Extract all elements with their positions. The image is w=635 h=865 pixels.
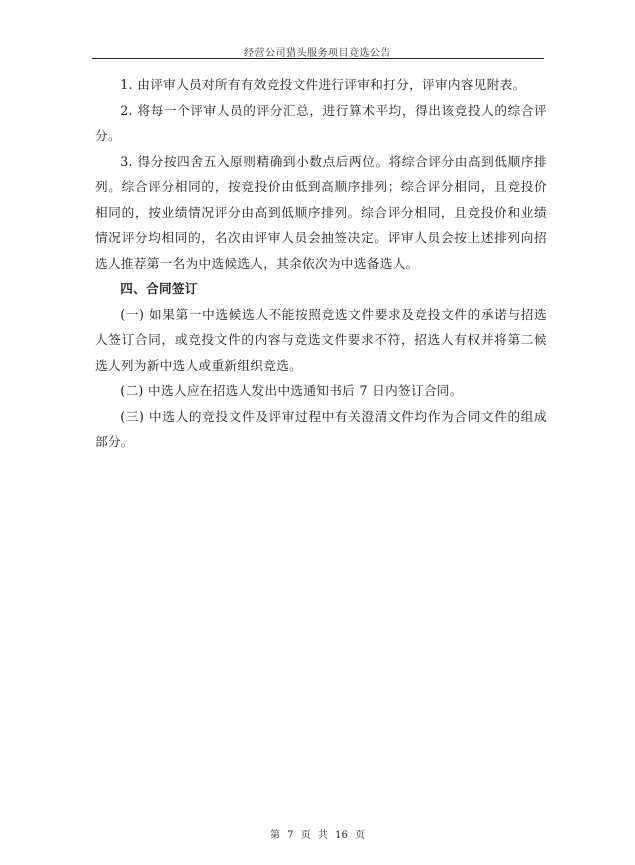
document-body — [95, 72, 547, 455]
paragraph-contract-clause-1: (一) 如果第一中选候选人不能按照竞选文件要求及竞投文件的承诺与招选人签订合同，或竞投文件的内容与竞选文件要求不符，招选人有权并将第二候选人列为新中选人或重新组织竞选。 — [95, 306, 547, 373]
running-header-title: 经营公司猎头服务项目竞选公告 — [244, 48, 391, 59]
paragraph-contract-clause-3: (三) 中选人的竞投文件及评审过程中有关澄清文件均作为合同文件的组成部分。 — [95, 408, 547, 449]
page-number-footer: 第 7 页 共 16 页 — [270, 830, 365, 841]
paragraph-contract-clause-2: (二) 中选人应在招选人发出中选通知书后 7 日内签订合同。 — [120, 383, 463, 398]
header-divider — [92, 58, 544, 59]
paragraph-scoring-step-3: 3. 得分按四舍五入原则精确到小数点后两位。将综合评分由高到低顺序排列。综合评分相同的，按竞投价由低到高顺序排列；综合评分相同，且竞投价相同的，按业绩情况评分由高到低顺序排列。综合评分相同，且竞投价和业绩情况评分均相同的，名次由评审人员会抽签决定。评审人员会按上述排列向招选人推荐第一名为中选候选人，其余依次为中选备选人。 — [95, 153, 547, 271]
paragraph-scoring-step-1: 1. 由评审人员对所有有效竞投文件进行评审和打分，评审内容见附表。 — [120, 77, 526, 92]
paragraph-scoring-step-2: 2. 将每一个评审人员的评分汇总，进行算术平均，得出该竞投人的综合评分。 — [95, 102, 547, 143]
section-heading-contract: 四、合同签订 — [120, 281, 198, 296]
